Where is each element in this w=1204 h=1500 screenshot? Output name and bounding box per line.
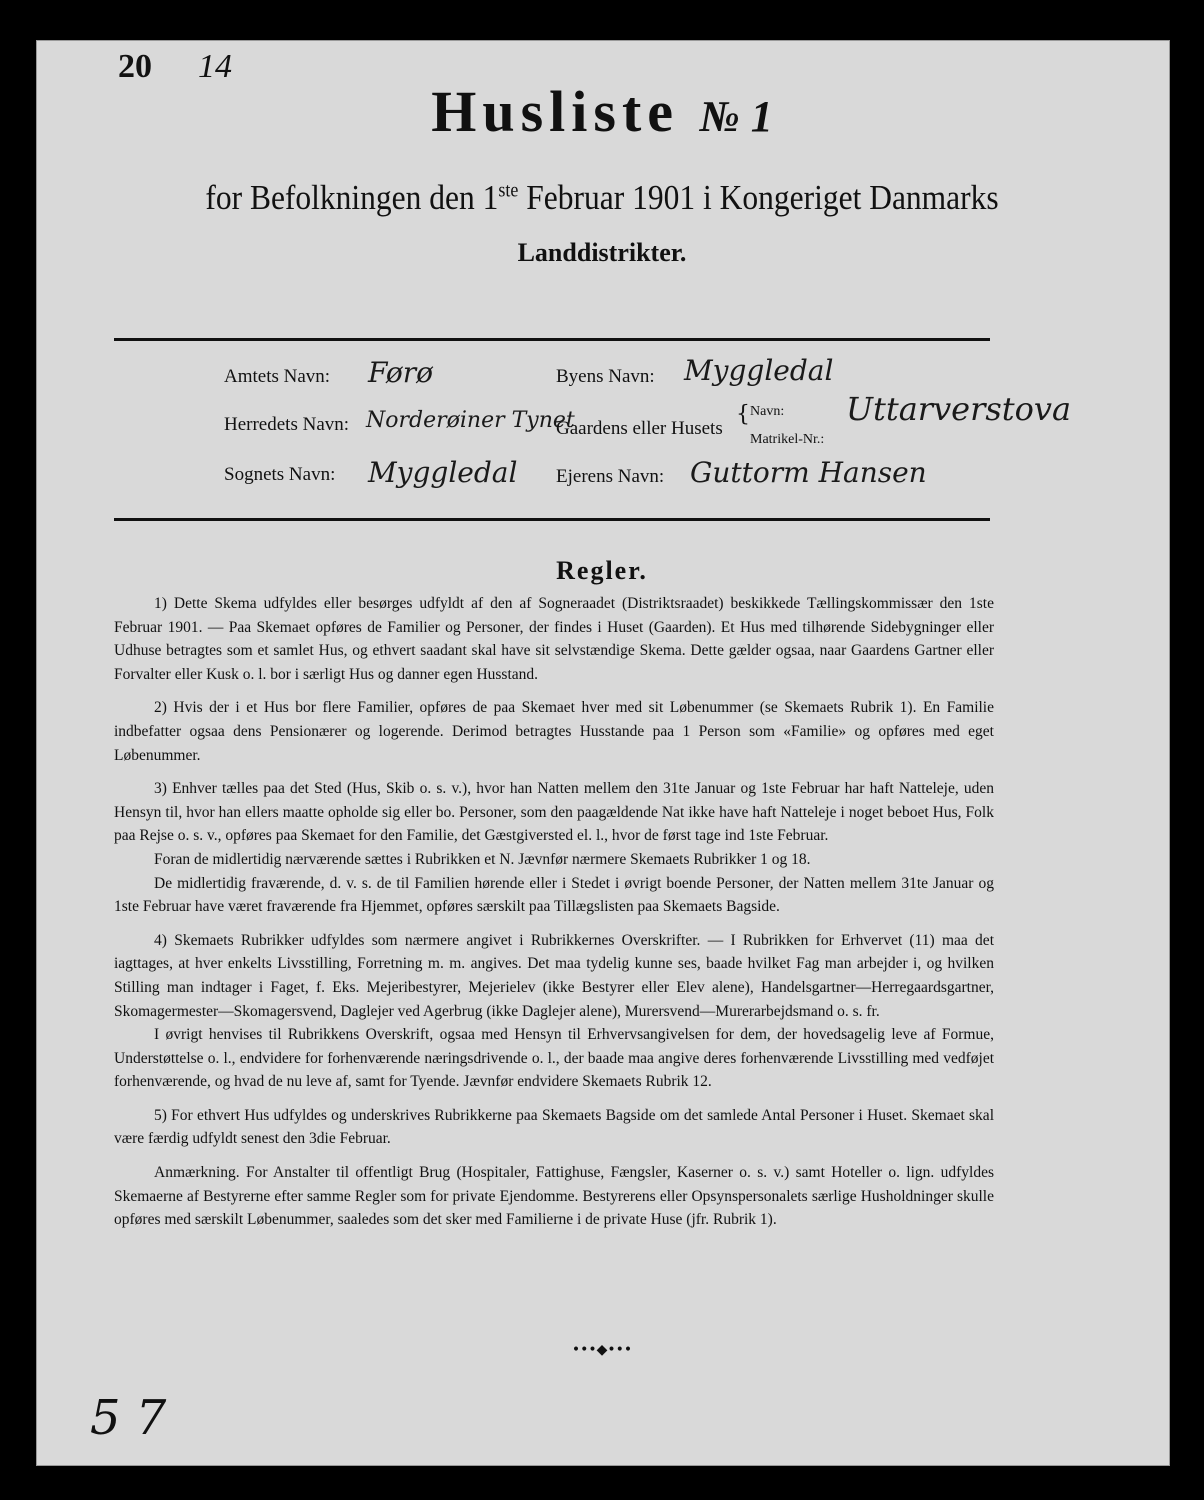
ornament: •••◆••• [571, 1342, 633, 1358]
by-value: Myggledal [684, 354, 834, 387]
corner-note: 5 7 [90, 1390, 167, 1446]
bottom-rule [114, 518, 990, 521]
rule-3-fravaerende: De midlertidig fraværende, d. v. s. de til Familien hørende eller i Stedet i øvrigt boende Personer, der Natten mellem 31te Januar og 1ste Februar have været fraværende fra Hjemmet, opføres særskilt paa Tillægslisten paa Skemaets Bagside. [114, 874, 994, 916]
sheet-number: 20 [118, 48, 152, 85]
navn-label: Navn: [750, 404, 785, 419]
sogn-value: Myggledal [368, 456, 518, 489]
sheet-number-handwritten: 14 [198, 48, 232, 85]
rules-body [114, 592, 994, 1242]
page-title [0, 78, 1204, 145]
ejer-label: Ejerens Navn: [556, 466, 665, 487]
sogn-label: Sognets Navn: [224, 464, 336, 485]
rules-heading: Regler. [556, 556, 648, 585]
rule-5: 5) For ethvert Hus udfyldes og underskrives Rubrikkerne paa Skemaets Bagside om det samlede Antal Personer i Huset. Skemaet skal være færdig udfyldt senest den 3die Februar. [114, 1106, 994, 1148]
ejer-value: Guttorm Hansen [690, 456, 927, 489]
subtitle-pre: for Befolkningen den 1 [205, 178, 499, 217]
herred-value: Norderøiner Tynet [366, 408, 575, 433]
top-rule [114, 338, 990, 341]
herred-label: Herredets Navn: [224, 414, 350, 435]
rule-2: 2) Hvis der i et Hus bor flere Familier, opføres de paa Skemaet hver med sit Løbenummer (se Skemaets Rubrik 1). En Familie indbefatter ogsaa dens Pensionærer og logerende. Derimod betragtes Husstande paa 1 Person som «Familie» og opføres med eget Løbenummer. [114, 699, 994, 764]
rule-4-ovrigt: I øvrigt henvises til Rubrikkens Overskrift, ogsaa med Hensyn til Erhvervsangivelsen for dem, der hovedsagelig leve af Formue, Understøttelse o. l., endvidere for forhenværende næringsdrivende o. l., der baade maa angive deres forhenværende Livsstilling med vedføjet forhenværende, og hvad de nu leve af, samt for Tyende. Jævnfør endvidere Skemaets Rubrik 12. [114, 1026, 994, 1091]
rule-3-foran: Foran de midlertidig nærværende sættes i Rubrikken et N. Jævnfør nærmere Skemaets Rubrikker 1 og 18. [154, 850, 811, 868]
subtitle-sup: ste [498, 179, 519, 202]
by-label: Byens Navn: [556, 366, 655, 387]
gaard-value: Uttarverstova [846, 390, 1072, 428]
page-subtitle [60, 178, 1144, 218]
subtitle-post: Februar 1901 i Kongeriget Danmarks [518, 178, 999, 217]
rule-note: Anmærkning. For Anstalter til offentligt Brug (Hospitaler, Fattighuse, Fængsler, Kaserner o. s. v.) samt Hoteller o. lign. udfyldes Skemaerne af Bestyrerne efter samme Regler som for private Ejendomme. Bestyrerens eller Opsynspersonalets særlige Husholdninger skulle opføres med særskilt Løbenummer, saaledes som det sker med Familierne i de private Huse (jfr. Rubrik 1). [114, 1164, 994, 1229]
matrikel-label: Matrikel-Nr.: [750, 432, 825, 447]
rule-1: 1) Dette Skema udfyldes eller besørges udfyldt af den af Sogneraadet (Distriktsraadet) beskikkede Tællingskommissær den 1ste Februar 1901. — Paa Skemaet opføres de Familier og Personer, der findes i Huset (Gaarden). Et Hus med tilhørende Sidebygninger eller Udhuse betragtes som et samlet Hus, og ethvert saadant skal have sit selvstændige Skema. Dette gælder ogsaa, naar Gaardens Gartner eller Forvalter eller Kusk o. l. bor i særligt Hus og danner egen Husstand. [114, 595, 994, 683]
rule-4: 4) Skemaets Rubrikker udfyldes som nærmere angivet i Rubrikkernes Overskrifter. — I Rubrikken for Erhvervet (11) maa det iagttages, at hver enkelts Livsstilling, Forretning m. m. angives. Det maa tydelig kunne ses, baade hvilket Fag man arbejder i, og hvilken Stilling man indtager i Faget, f. Eks. Mejeribestyrer, Mejerielev (ikke Bestyrer eller Elev alene), Handelsgartner—Herregaardsgartner, Skomagermester—Skomagersvend, Daglejer ved Agerbrug (ikke Daglejer alene), Murersvend—Murerarbejdsmand o. s. fr. [114, 931, 994, 1020]
amt-value: Førø [368, 356, 433, 389]
title-text: Husliste [431, 79, 680, 144]
district-heading: Landdistrikter. [517, 238, 687, 267]
rule-3: 3) Enhver tælles paa det Sted (Hus, Skib o. s. v.), hvor han Natten mellem den 31te Januar og 1ste Februar har haft Natteleje, uden Hensyn til, hvor han ellers maatte opholde sig eller bo. Personer, som den paagældende Nat ikke have haft Natteleje i noget beboet Hus, Folk paa Rejse o. s. v., opføres paa Skemaet for den Familie, det Gæstgiversted el. l., hvor de først tage ind 1ste Februar. [114, 780, 994, 845]
amt-label: Amtets Navn: [224, 366, 331, 387]
title-number: № 1 [699, 92, 773, 141]
brace-top: { [736, 402, 750, 427]
gaard-label: Gaardens eller Husets [556, 418, 723, 439]
